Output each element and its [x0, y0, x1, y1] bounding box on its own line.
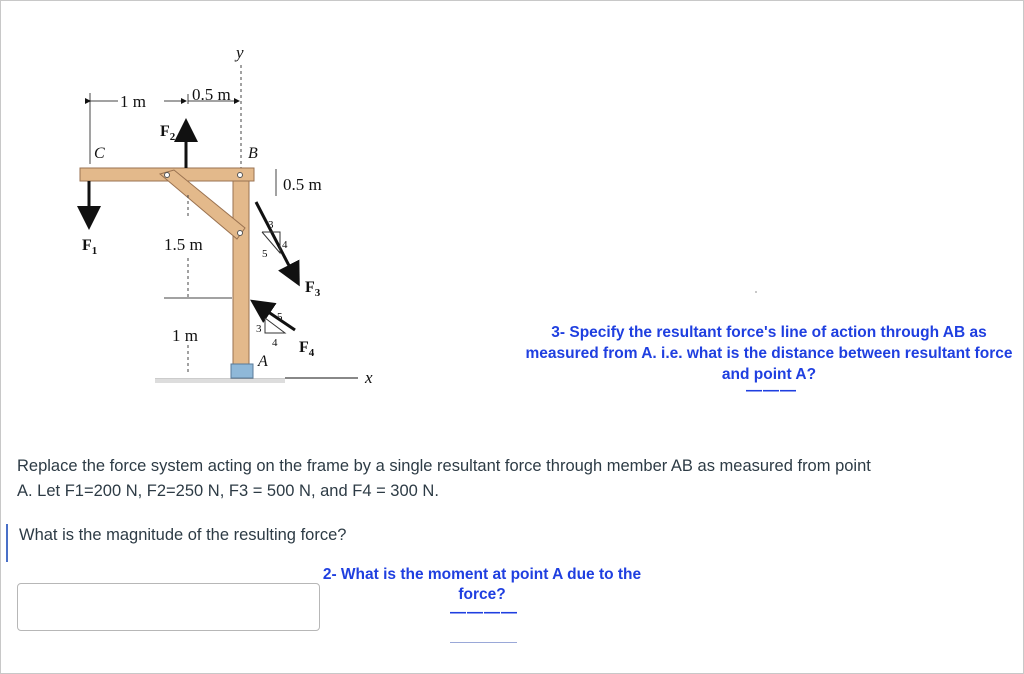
question-2-text: 2- What is the moment at point A due to the force? [322, 566, 642, 603]
label-f2: $F_2$ [160, 123, 176, 143]
label-f1: $F_1$ [82, 237, 98, 257]
label-y: y [236, 43, 244, 62]
support-a [231, 364, 253, 378]
label-tri-f3-c: 5 [262, 248, 268, 260]
problem-statement [17, 454, 1007, 504]
label-tri-f4-c: 4 [272, 337, 278, 349]
label-dim-15m: 1.5 m [164, 235, 203, 254]
force-f3-arrow [256, 202, 297, 281]
label-f3: $F_3$ [305, 279, 321, 299]
frame-diagram [0, 0, 520, 400]
label-b: B [248, 145, 258, 162]
problem-line-2: A. Let F1=200 N, F2=250 N, F3 = 500 N, and F4 = 300 N. [17, 482, 439, 500]
label-c: C [94, 145, 105, 162]
label-dim-1m-bottom: 1 m [172, 326, 198, 345]
question-3-text: 3- Specify the resultant force's line of action through AB as measured from A. i.e. what is the distance between resultant force and point A? [525, 324, 1013, 383]
answer-input[interactable] [17, 583, 320, 631]
question-1-text: What is the magnitude of the resulting force? [19, 526, 347, 544]
label-a: A [258, 353, 268, 370]
label-tri-f4-a: 5 [277, 311, 283, 323]
label-tri-f3-b: 4 [282, 239, 288, 251]
label-dim-1m-top: 1 m [120, 92, 146, 111]
member-ab [233, 172, 249, 369]
stray-dot [755, 291, 757, 293]
label-dim-05m-right: 0.5 m [283, 175, 322, 194]
faint-underline [450, 642, 517, 643]
label-dim-05m-top: 0.5 m [192, 85, 231, 104]
label-tri-f3-a: 3 [268, 219, 274, 231]
label-f4: $F_4$ [299, 339, 315, 359]
ground [155, 379, 285, 383]
problem-line-1: Replace the force system acting on the frame by a single resultant force through member AB as measured from point [17, 457, 871, 475]
question-3-dashes: ——— [746, 382, 797, 399]
label-x: x [365, 368, 373, 387]
question-focus-indicator [6, 524, 8, 562]
label-tri-f4-b: 3 [256, 323, 262, 335]
question-2-dashes: ———— [450, 604, 518, 621]
